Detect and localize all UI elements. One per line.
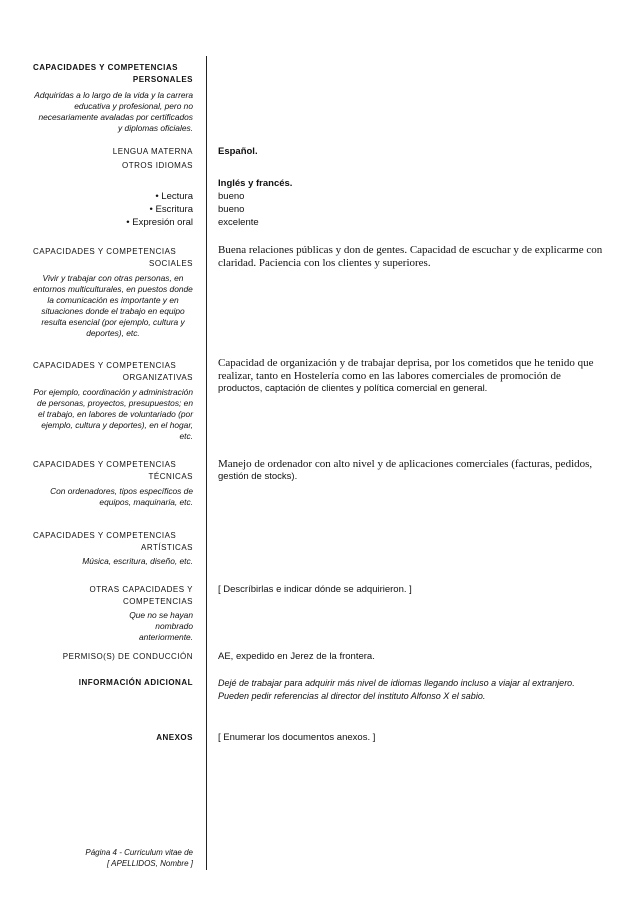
social-description: Vivir y trabajar con otras personas, en entornos multiculturales, en puestos donde la comunicación es importante y en situaciones donde el trabajo en equipo resulta esencial (por ejemplo, cultura y deportes), etc.: [33, 273, 193, 338]
other-title-line2: COMPETENCIAS: [122, 597, 193, 606]
footer-line1: Página 4 - Curriculum vitae de: [85, 848, 193, 857]
other-section: [33, 584, 193, 643]
technical-value: [218, 458, 603, 483]
artistic-title-line1: CAPACIDADES Y COMPETENCIAS: [33, 531, 177, 540]
other-value: [ Descríbirlas e indicar dónde se adquirieron. ]: [218, 584, 412, 595]
additional-value: Dejé de trabajar para adquirir más nivel de idiomas llegando incluso a viajar al extranjero. Pueden pedir referencias al director del instituto Alfonso X el sabio.: [218, 678, 575, 701]
language-skill-labels: [33, 190, 193, 229]
skill-reading-label: • Lectura: [155, 191, 193, 202]
skill-speaking-label: • Expresión oral: [126, 217, 193, 228]
license-value: AE, expedido en Jerez de la frontera.: [218, 651, 375, 662]
skill-writing-value: bueno: [218, 204, 245, 215]
social-section: [33, 246, 193, 339]
technical-section: [33, 459, 193, 508]
license-section: [33, 651, 193, 663]
other-languages-label: OTROS IDIOMAS: [122, 161, 193, 170]
social-title-line1: CAPACIDADES Y COMPETENCIAS: [33, 247, 177, 256]
language-skill-values: [218, 190, 603, 229]
personal-title-line1: CAPACIDADES Y COMPETENCIAS: [33, 63, 179, 72]
license-title: PERMISO(S) DE CONDUCCIÓN: [62, 652, 193, 661]
personal-title-line2: PERSONALES: [132, 75, 193, 84]
skill-reading-value: bueno: [218, 191, 245, 202]
organizational-value-sans: productos, captación de clientes y política comercial en general.: [218, 383, 488, 394]
additional-title: INFORMACIÓN ADICIONAL: [78, 678, 193, 687]
organizational-section: [33, 360, 193, 442]
artistic-title-line2: ARTÍSTICAS: [141, 543, 193, 552]
social-title-line2: SOCIALES: [148, 259, 193, 268]
organizational-value-serif: Capacidad de organización y de trabajar deprisa, por los cometidos que he tenido que realizar, tanto en Hostelería como en las labores comerciales de promoción de: [218, 357, 594, 382]
annexes-title: ANEXOS: [156, 733, 193, 742]
personal-section: [33, 62, 193, 134]
other-description: Que no se hayan nombrado anteriormente.: [129, 610, 193, 642]
technical-title-line2: TÉCNICAS: [148, 472, 193, 481]
artistic-description: Música, escritura, diseño, etc.: [82, 556, 193, 566]
technical-value-serif: Manejo de ordenador con alto nivel y de aplicaciones comerciales (facturas, pedidos,: [218, 458, 593, 470]
organizational-title-line1: CAPACIDADES Y COMPETENCIAS: [33, 361, 177, 370]
mother-tongue-value: Español.: [218, 146, 258, 157]
annexes-section: [33, 732, 193, 744]
annexes-value: [ Enumerar los documentos anexos. ]: [218, 732, 376, 743]
page-footer: [33, 847, 193, 869]
additional-section: [33, 677, 193, 689]
footer-line2: [ APELLIDOS, Nombre ]: [107, 859, 193, 868]
organizational-title-line2: ORGANIZATIVAS: [122, 373, 193, 382]
organizational-description: Por ejemplo, coordinación y administración de personas, proyectos, presupuestos; en el trabajo, en labores de voluntariado (por ejemplo, cultura y deportes), en el hogar, etc.: [33, 387, 193, 441]
skill-speaking-value: excelente: [218, 217, 259, 228]
artistic-section: [33, 530, 193, 567]
technical-description: Con ordenadores, tipos específicos de equipos, maquinaria, etc.: [50, 486, 193, 507]
technical-title-line1: CAPACIDADES Y COMPETENCIAS: [33, 460, 177, 469]
column-divider: [206, 56, 207, 870]
skill-writing-label: • Escritura: [149, 204, 193, 215]
technical-value-sans: gestión de stocks).: [218, 471, 298, 482]
languages-labels: [33, 146, 193, 172]
organizational-value: [218, 357, 603, 395]
personal-description: Adquiridas a lo largo de la vida y la carrera educativa y profesional, pero no necesariamente avaladas por certificados y diplomas oficiales.: [34, 90, 193, 133]
other-languages-value: Inglés y francés.: [218, 178, 293, 189]
other-title-line1: OTRAS CAPACIDADES Y: [89, 585, 193, 594]
mother-tongue-label: LENGUA MATERNA: [112, 147, 193, 156]
social-value: Buena relaciones públicas y don de gentes. Capacidad de escuchar y de explicarme con claridad. Paciencia con los clientes y superiores.: [218, 244, 603, 269]
